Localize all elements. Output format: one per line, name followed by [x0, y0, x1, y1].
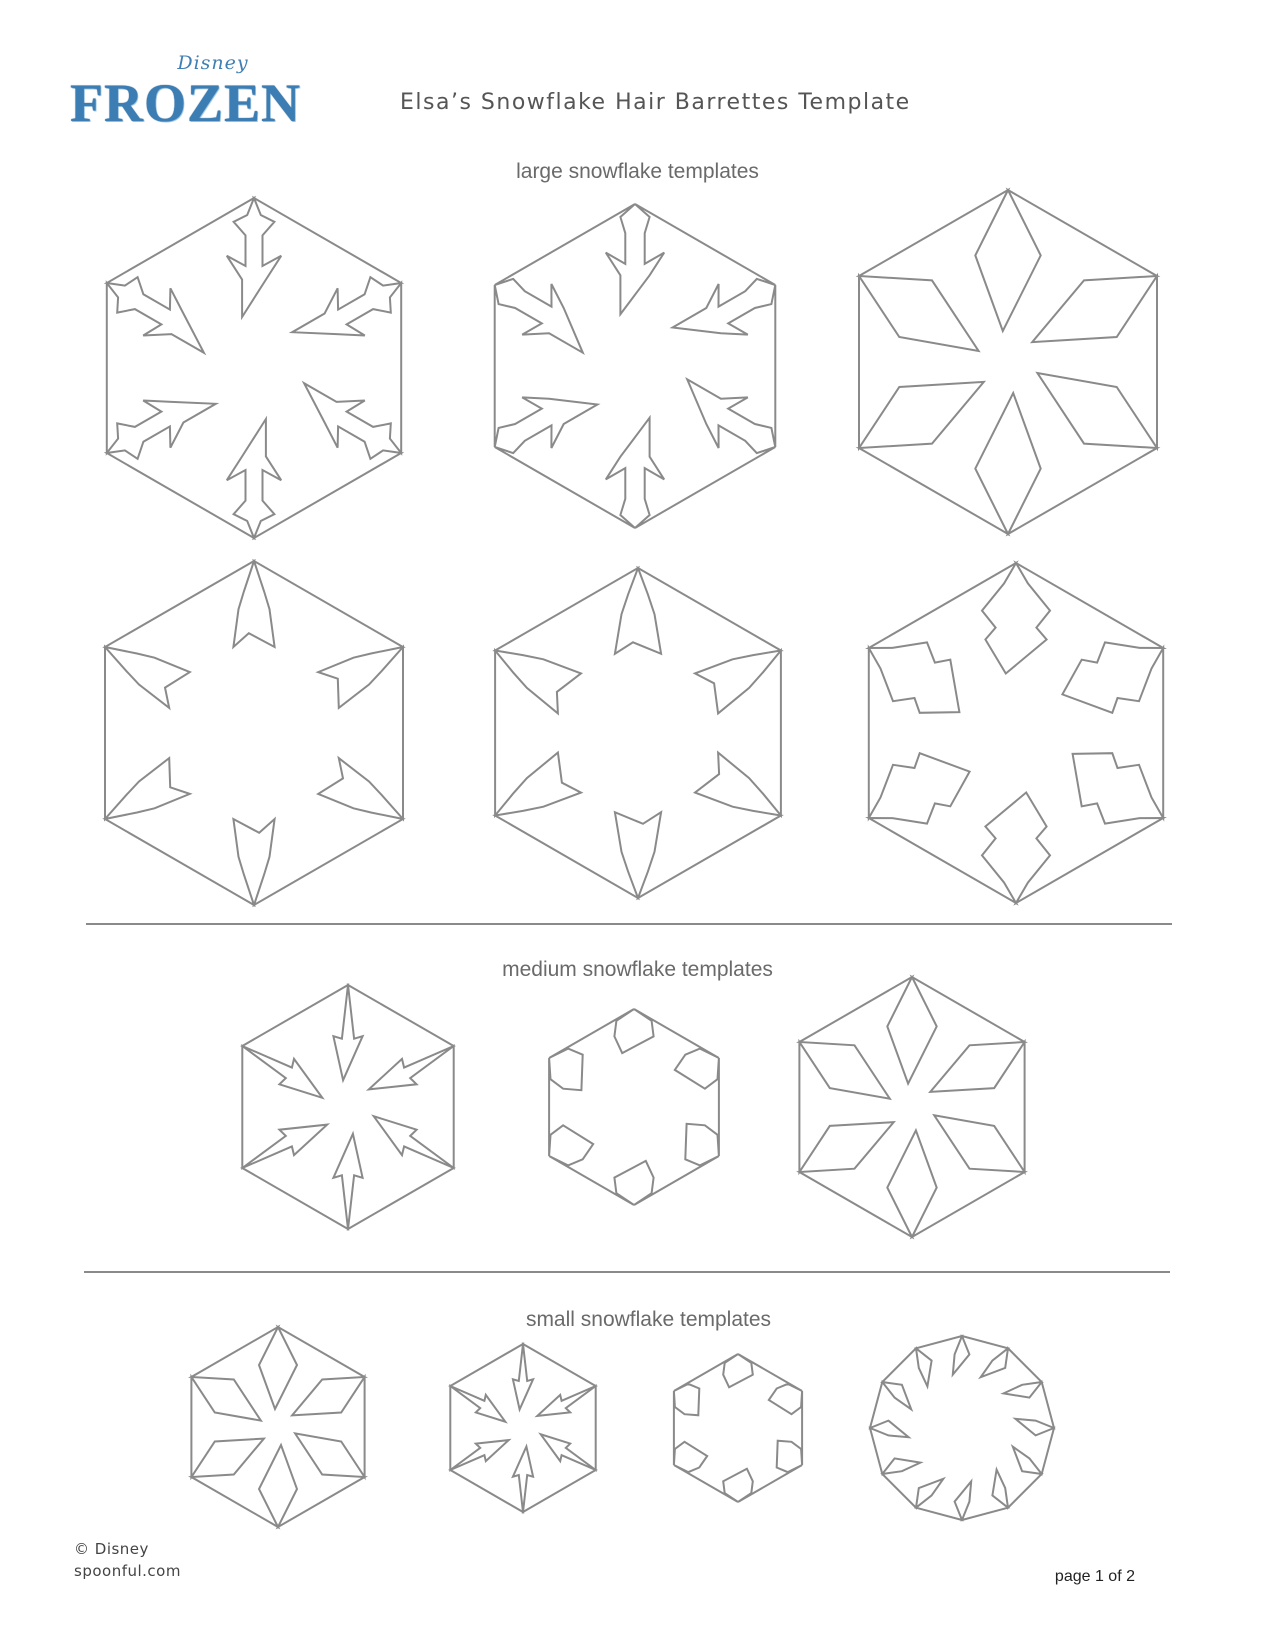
- footer-credits: [74, 1538, 181, 1582]
- large-snowflake-1: [107, 198, 401, 538]
- large-snowflake-3: [859, 190, 1157, 534]
- large-snowflake-2: [495, 204, 776, 528]
- document-title: Elsa’s Snowflake Hair Barrettes Template: [400, 90, 911, 115]
- medium-snowflake-1: [242, 985, 453, 1229]
- small-snowflake-2: [450, 1344, 595, 1512]
- small-section-title: small snowflake templates: [525, 1308, 772, 1331]
- page-number: page 1 of 2: [1054, 1568, 1135, 1585]
- disney-logo-text: Disney: [177, 52, 249, 74]
- medium-snowflake-3: [799, 977, 1024, 1237]
- small-snowflake-3: [674, 1354, 802, 1502]
- frozen-logo-text: FROZEN: [70, 73, 302, 133]
- small-snowflake-1: [191, 1327, 364, 1527]
- large-section-title: large snowflake templates: [516, 160, 759, 183]
- copyright-text: © Disney: [74, 1540, 149, 1558]
- large-snowflake-4: [105, 561, 403, 905]
- small-snowflake-4: [870, 1336, 1054, 1520]
- site-text: spoonful.com: [74, 1562, 181, 1580]
- large-snowflake-6: [869, 563, 1163, 903]
- medium-snowflake-2: [549, 1009, 719, 1205]
- medium-section-title: medium snowflake templates: [502, 958, 773, 981]
- large-snowflake-5: [495, 568, 781, 898]
